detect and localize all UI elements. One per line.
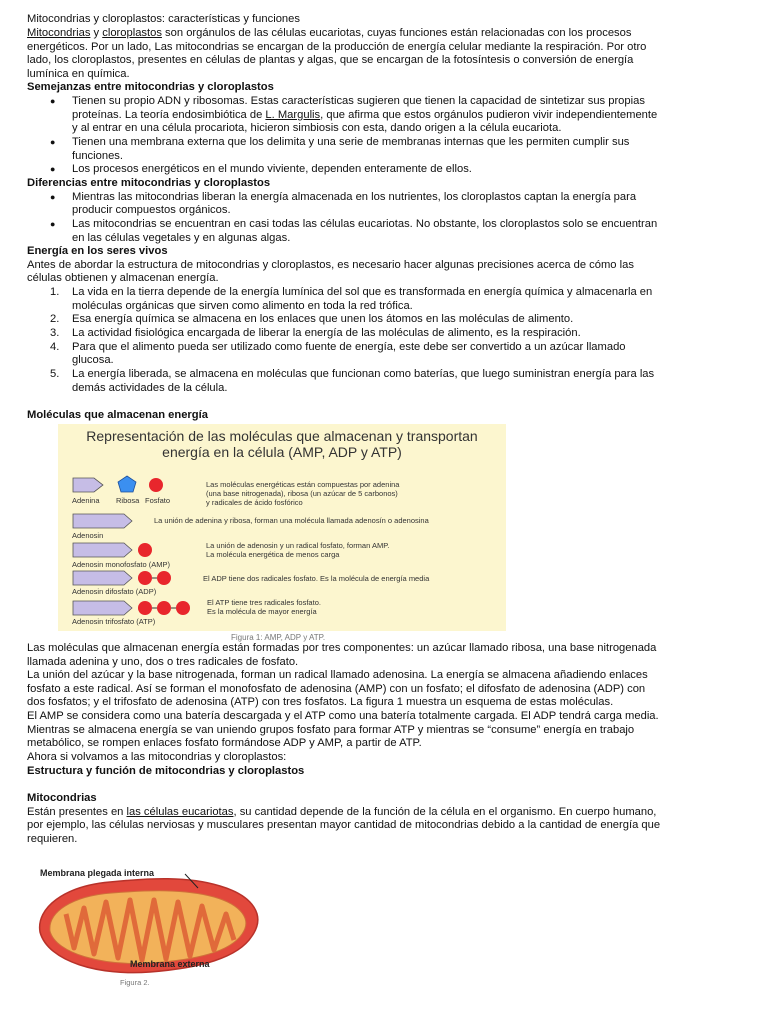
after-fig-l8: metabólico, se rompen enlaces fosfato formándose ADP y AMP, a partir de ATP. bbox=[27, 737, 422, 749]
figure-1-atp bbox=[58, 424, 506, 631]
label-atp: Adenosin trifosfato (ATP) bbox=[72, 617, 156, 626]
amp-fosfato-circle bbox=[138, 543, 152, 557]
ribosa-shape bbox=[118, 476, 136, 492]
moleculas-heading: Moléculas que almacenan energía bbox=[27, 409, 208, 421]
desc-3-l1: La unión de adenosin y un radical fosfato, forman AMP. bbox=[206, 541, 390, 550]
adp-fosfato-circle-2 bbox=[157, 571, 171, 585]
list-number: 5. bbox=[50, 368, 60, 380]
label-membrana-externa: Membrana externa bbox=[130, 959, 210, 969]
bullet-icon: ● bbox=[50, 192, 56, 202]
diferencias-heading: Diferencias entre mitocondrias y cloroplastos bbox=[27, 177, 271, 189]
atp-fosfato-circle-1 bbox=[138, 601, 152, 615]
semejanzas-b1-l3: y al entrar en una célula procariota, hicieron simbiosis con esta, dando origen a la célula eucariota. bbox=[72, 122, 562, 134]
atp-fosfato-circle-2 bbox=[157, 601, 171, 615]
desc-5-l2: Es la molécula de mayor energía bbox=[207, 607, 317, 616]
after-fig-l2: llamada adenina y uno, dos o tres radicales de fosfato. bbox=[27, 656, 299, 668]
label-ribosa: Ribosa bbox=[116, 496, 140, 505]
mito-l1 bbox=[27, 806, 656, 819]
label-adenosin: Adenosin bbox=[72, 531, 104, 540]
energia-i5-l2: demás actividades de la célula. bbox=[72, 382, 228, 394]
list-number: 2. bbox=[50, 313, 60, 325]
figure-1-title-l2: energía en la célula (AMP, ADP y ATP) bbox=[162, 444, 402, 460]
energia-i3-l1: La actividad fisiológica encargada de liberar la energía de las moléculas de alimento, es la respiración. bbox=[72, 327, 581, 339]
after-fig-l7: Mientras se almacena energía se van uniendo grupos fosfato para formar ATP y mientras se “consume” energía en trabajo bbox=[27, 724, 635, 736]
bullet-icon: ● bbox=[50, 219, 56, 229]
after-fig-l6: El AMP se considera como una batería descargada y el ATP como una batería totalmente cargada. El ADP tendrá carga media. bbox=[27, 710, 659, 722]
semejanzas-b1-l2 bbox=[72, 109, 657, 122]
diferencias-b1-l1: Mientras las mitocondrias liberan la energía almacenada en los nutrientes, los cloroplastos captan la energía para bbox=[72, 191, 637, 203]
bullet-icon: ● bbox=[50, 96, 56, 106]
atp-fosfato-circle-3 bbox=[176, 601, 190, 615]
mitocondrias-heading: Mitocondrias bbox=[27, 792, 97, 804]
intro-line-3: lado, los cloroplastos, presentes en células de plantas y algas, que se encargan de la fotosíntesis o conversión de energía bbox=[27, 54, 634, 66]
mito-l3: requieren. bbox=[27, 833, 78, 845]
figure-1-title-l1: Representación de las moléculas que almacenan y transportan bbox=[86, 428, 478, 444]
list-number: 4. bbox=[50, 341, 60, 353]
desc-3-l2: La molécula energética de menos carga bbox=[206, 550, 340, 559]
intro-line-4: lumínica en química. bbox=[27, 68, 130, 80]
energia-i5-l1: La energía liberada, se almacena en moléculas que funcionan como baterías, que luego suministran energía para las bbox=[72, 368, 655, 380]
label-adp: Adenosin difosfato (ADP) bbox=[72, 587, 157, 596]
after-fig-l5: dos fosfatos; y el trifosfato de adenosina (ATP) con tres fosfatos. La figura 1 muestra un esquema de estas moléculas. bbox=[27, 696, 614, 708]
energia-heading: Energía en los seres vivos bbox=[27, 245, 168, 257]
figure-2-caption: Figura 2. bbox=[120, 978, 150, 987]
adenosin-shape bbox=[73, 514, 132, 528]
energia-i4-l2: glucosa. bbox=[72, 354, 114, 366]
label-amp: Adenosin monofosfato (AMP) bbox=[72, 560, 170, 569]
document-title: Mitocondrias y cloroplastos: características y funciones bbox=[27, 13, 300, 25]
adenina-shape bbox=[73, 478, 103, 492]
desc-5-l1: El ATP tiene tres radicales fosfato. bbox=[207, 598, 321, 607]
after-fig-l4: fosfato a este radical. Así se forman el monofosfato de adenosina (AMP) con un fosfato; el difosfato de adenosina (ADP) con bbox=[27, 683, 646, 695]
intro-line-1-rest: son orgánulos de las células eucariotas, cuyas funciones están relacionadas con los procesos bbox=[161, 27, 632, 39]
desc-1-l3: y radicales de ácido fosfórico bbox=[206, 498, 303, 507]
desc-1-l2: (una base nitrogenada), ribosa (un azúcar de 5 carbonos) bbox=[206, 489, 398, 498]
estructura-heading: Estructura y función de mitocondrias y cloroplastos bbox=[27, 765, 305, 777]
after-fig-l1: Las moléculas que almacenan energía están formadas por tres componentes: un azúcar llamado ribosa, una base nitrogenada bbox=[27, 642, 657, 654]
semejanzas-b1-l2-post: , que afirma que estos orgánulos pudieron vivir independientemente bbox=[320, 109, 658, 121]
amp-adenosin-shape bbox=[73, 543, 132, 557]
figure-1-svg bbox=[58, 424, 506, 631]
energia-p-l2: células obtienen y almacenan energía. bbox=[27, 272, 219, 284]
desc-2: La unión de adenina y ribosa, forman una molécula llamada adenosín o adenosina bbox=[154, 516, 429, 525]
energia-p-l1: Antes de abordar la estructura de mitocondrias y cloroplastos, es necesario hacer algunas precisiones acerca de cómo las bbox=[27, 259, 634, 271]
celulas-eucariotas-link[interactable]: las células eucariotas bbox=[126, 806, 234, 818]
figure-1-caption: Figura 1: AMP, ADP y ATP. bbox=[231, 633, 326, 642]
energia-i1-l1: La vida en la tierra depende de la energía lumínica del sol que es transformada en energía química y almacenarla en bbox=[72, 286, 653, 298]
after-fig-l9: Ahora si volvamos a las mitocondrias y cloroplastos: bbox=[27, 751, 287, 763]
diferencias-b2-l1: Las mitocondrias se encuentran en casi todas las células eucariotas. No obstante, los cloroplastos solo se encuentran bbox=[72, 218, 658, 230]
semejanzas-b2-l1: Tienen una membrana externa que los delimita y una serie de membranas internas que les permiten cumplir sus bbox=[72, 136, 630, 148]
intro-conj: y bbox=[90, 27, 103, 39]
semejanzas-heading: Semejanzas entre mitocondrias y cloroplastos bbox=[27, 81, 274, 93]
bullet-icon: ● bbox=[50, 137, 56, 147]
list-number: 3. bbox=[50, 327, 60, 339]
energia-i4-l1: Para que el alimento pueda ser utilizado como fuente de energía, este debe ser convertido a un azúcar llamado bbox=[72, 341, 626, 353]
atp-adenosin-shape bbox=[73, 601, 132, 615]
mito-l1-post: , su cantidad depende de la función de la célula en el organismo. En cuerpo humano, bbox=[233, 806, 657, 818]
intro-line-2: energéticos. Por un lado, Las mitocondrias se encargan de la producción de energía celular mediante la respiración. Por otro bbox=[27, 41, 647, 53]
bullet-icon: ● bbox=[50, 164, 56, 174]
desc-1-l1: Las moléculas energéticas están compuestas por adenina bbox=[206, 480, 400, 489]
label-fosfato: Fosfato bbox=[145, 496, 171, 505]
label-membrana-interna: Membrana plegada interna bbox=[40, 868, 155, 878]
label-adenina: Adenina bbox=[72, 496, 100, 505]
diferencias-b2-l2: en las células vegetales y en algunas algas. bbox=[72, 232, 291, 244]
fosfato-circle bbox=[149, 478, 163, 492]
energia-i2-l1: Esa energía química se almacena en los enlaces que unen los átomos en las moléculas de alimento. bbox=[72, 313, 574, 325]
adp-adenosin-shape bbox=[73, 571, 132, 585]
mito-l1-pre: Están presentes en bbox=[27, 806, 127, 818]
after-fig-l3: La unión del azúcar y la base nitrogenada, forman un radical llamado adenosina. La energía se almacena añadiendo enlaces bbox=[27, 669, 648, 681]
desc-4: El ADP tiene dos radicales fosfato. Es la molécula de energía media bbox=[203, 574, 430, 583]
semejanzas-b2-l2: funciones. bbox=[72, 150, 123, 162]
margulis-link[interactable]: L. Margulis bbox=[265, 109, 321, 121]
mitocondrias-link[interactable]: Mitocondrias bbox=[27, 27, 91, 39]
list-number: 1. bbox=[50, 286, 60, 298]
diferencias-b1-l2: producir compuestos orgánicos. bbox=[72, 204, 231, 216]
intro-line-1 bbox=[27, 27, 631, 40]
adp-fosfato-circle-1 bbox=[138, 571, 152, 585]
mito-l2: por ejemplo, las células nerviosas y musculares presentan mayor cantidad de mitocondrias debido a la cantidad de energía que bbox=[27, 819, 661, 831]
cloroplastos-link[interactable]: cloroplastos bbox=[102, 27, 162, 39]
semejanzas-b1-l2-pre: proteínas. La teoría endosimbiótica de bbox=[72, 109, 266, 121]
semejanzas-b1-l1: Tienen su propio ADN y ribosomas. Estas características sugieren que tienen la capacidad de sintetizar sus propias bbox=[72, 95, 645, 107]
energia-i1-l2: moléculas orgánicas que sirven como alimento en toda la red trófica. bbox=[72, 300, 413, 312]
figure-2-mitochondrion bbox=[30, 864, 270, 992]
semejanzas-b3-l1: Los procesos energéticos en el mundo viviente, dependen enteramente de ellos. bbox=[72, 163, 472, 175]
